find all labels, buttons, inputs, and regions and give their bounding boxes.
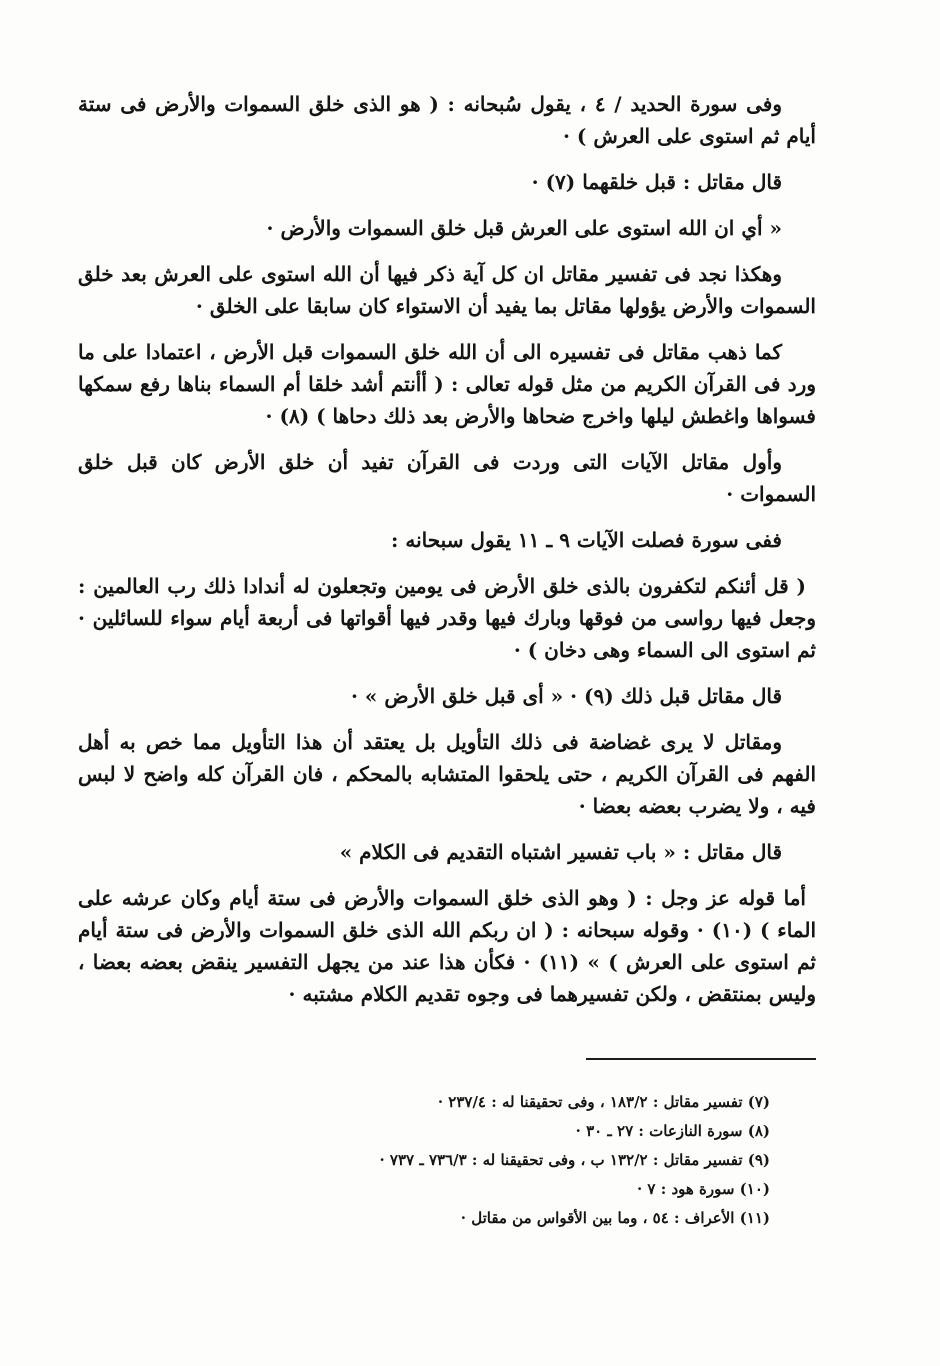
paragraph-surah-fussilat: ففى سورة فصلت الآيات ٩ ـ ١١ يقول سبحانه : <box>391 528 782 552</box>
paragraph-istiwa-explanation: « أي ان الله استوى على العرش قبل خلق السموات والأرض · <box>266 216 782 240</box>
footnote-10: (١٠) سورة هود : ٧ · <box>636 1180 770 1198</box>
paragraph-final-explanation: أما قوله عز وجل : ( وهو الذى خلق السموات والأرض فى ستة أيام وكان عرشه على الماء ) (١٠) · وقوله سبحانه : ( ان ربكم الله الذى خلق السموات والأرض فى ستة أيام ثم استوى على العرش ) » (١١) · فكأن هذا عند من يجهل التفسير ينقض بعضه بعضا ، وليس بمنتقض ، ولكن تفسيرهما فى وجوه تقديم الكلام مشتبه · <box>78 886 817 1006</box>
footnotes <box>150 1088 770 1233</box>
footnote-8: (٨) سورة النازعات : ٢٧ ـ ٣٠ · <box>575 1122 770 1140</box>
paragraph-interpretation-summary: وهكذا نجد فى تفسير مقاتل ان كل آية ذكر فيها أن الله استوى على العرش بعد خلق السموات والأرض يؤولها مقاتل بما يفيد أن الاستواء كان سابقا على الخلق · <box>78 262 816 318</box>
paragraph-chapter-title: قال مقاتل : « باب تفسير اشتباه التقديم فى الكلام » <box>339 840 782 864</box>
paragraph-heavens-before-earth: كما ذهب مقاتل فى تفسيره الى أن الله خلق السموات قبل الأرض ، اعتمادا على ما ورد فى القرآن الكريم من مثل قوله تعالى : ( أأنتم أشد خلقا أم السماء بناها رفع سمكها فسواها واغطش ليلها واخرج ضحاها والأرض بعد ذلك دحاها ) (٨) · <box>78 340 816 428</box>
paragraph-muqatil-comment: قال مقاتل قبل ذلك (٩) · « أى قبل خلق الأرض » · <box>351 684 782 708</box>
paragraph-quran-quote: ( قل أئنكم لتكفرون بالذى خلق الأرض فى يومين وتجعلون له أندادا ذلك رب العالمين : وجعل فيها رواسى من فوقها وبارك فيها وقدر فيها أقواتها فى أربعة أيام سواء للسائلين · ثم استوى الى السماء وهى دخان ) · <box>78 574 816 662</box>
footnote-7: (٧) تفسير مقاتل : ١٨٣/٢ ، وفى تحقيقنا له : ٢٣٧/٤ · <box>437 1093 770 1111</box>
footnote-11: (١١) الأعراف : ٥٤ ، وما بين الأقواس من مقاتل · <box>460 1209 770 1227</box>
footnote-9: (٩) تفسير مقاتل : ١٣٢/٢ ب ، وفى تحقيقنا له : ٧٣٦/٣ ـ ٧٣٧ · <box>379 1151 770 1169</box>
paragraph-surah-hadid: وفى سورة الحديد / ٤ ، يقول سُبحانه : ( هو الذى خلق السموات والأرض فى ستة أيام ثم استوى على العرش ) · <box>78 92 816 148</box>
paragraph-interpretation-view: ومقاتل لا يرى غضاضة فى ذلك التأويل بل يعتقد أن هذا التأويل مما خص به أهل الفهم فى القرآن الكريم ، حتى يلحقوا المتشابه بالمحكم ، فان القرآن كله واضح لا لبس فيه ، ولا يضرب بعضه بعضا · <box>78 730 816 818</box>
footnote-divider <box>586 1058 816 1060</box>
main-text <box>78 88 816 1024</box>
paragraph-earth-verses: وأول مقاتل الآيات التى وردت فى القرآن تفيد أن خلق الأرض كان قبل خلق السموات · <box>78 450 816 506</box>
paragraph-muqatil-before-creation: قال مقاتل : قبل خلقهما (٧) · <box>531 170 782 194</box>
